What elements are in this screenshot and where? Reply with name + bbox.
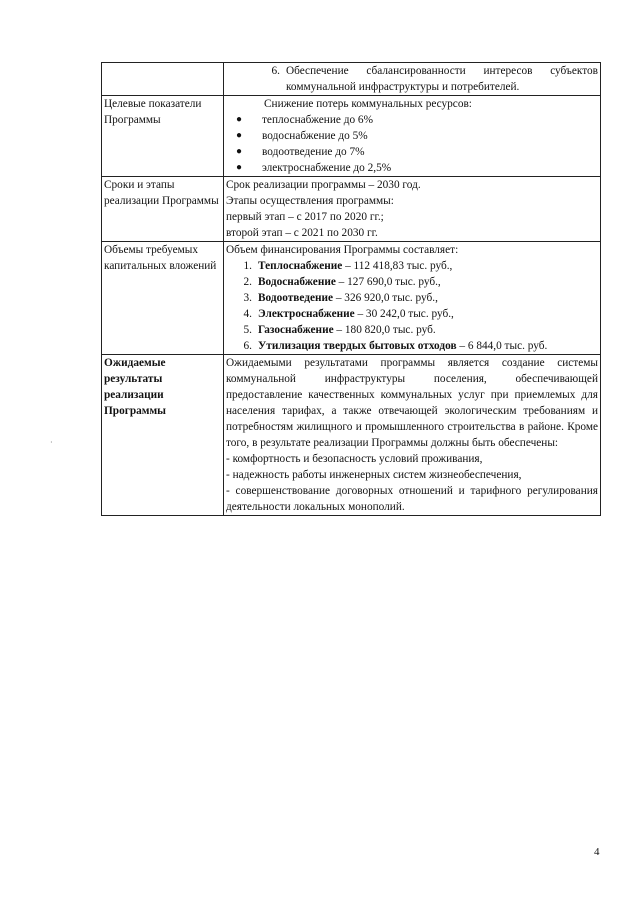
bullet-text: теплоснабжение до 6%: [262, 114, 373, 126]
table-row: [102, 177, 601, 242]
list-item: [226, 322, 598, 338]
row-content: [224, 242, 601, 355]
row-content: [224, 96, 601, 177]
list-item: [226, 338, 598, 354]
item-amount: – 6 844,0 тыс. руб.: [456, 340, 548, 352]
list-item: [226, 144, 598, 160]
page-number: 4: [594, 846, 600, 858]
bullet-icon: ●: [236, 162, 243, 173]
item-amount: – 326 920,0 тыс. руб.,: [333, 292, 438, 304]
item-name: Теплоснабжение: [258, 260, 343, 272]
row-content: [224, 355, 601, 516]
item-text: Обеспечение сбалансированности интересов субъектов коммунальной инфраструктуры и потребителей.: [286, 65, 598, 93]
list-item: [226, 128, 598, 144]
intro-text: Объем финансирования Программы составляет:: [226, 244, 459, 256]
numbered-item: [226, 63, 598, 95]
list-item: [226, 258, 598, 274]
item-name: Газоснабжение: [258, 324, 334, 336]
table-row: [102, 242, 601, 355]
item-name: Утилизация твердых бытовых отходов: [258, 340, 457, 352]
bullet-text: электроснабжение до 2,5%: [262, 162, 392, 174]
scan-speck: ·: [50, 438, 53, 447]
item-amount: – 180 820,0 тыс. руб.: [333, 324, 436, 336]
item-amount: – 30 242,0 тыс. руб.,: [354, 308, 454, 320]
text-line: Этапы осуществления программы:: [226, 195, 394, 207]
item-number: 4.: [243, 308, 252, 320]
bullet-icon: ●: [236, 130, 243, 141]
intro-text: Снижение потерь коммунальных ресурсов:: [264, 98, 472, 110]
list-item: [226, 274, 598, 290]
list-item: [226, 290, 598, 306]
text-line: первый этап – с 2017 по 2020 гг.;: [226, 211, 384, 223]
table-row: [102, 63, 601, 96]
item-name: Водоснабжение: [258, 276, 336, 288]
table-row: [102, 96, 601, 177]
list-item: [226, 112, 598, 128]
item-name: Водоотведение: [258, 292, 333, 304]
bullet-text: водоотведение до 7%: [262, 146, 365, 158]
row-content: [224, 63, 601, 96]
text-line: Срок реализации программы – 2030 год.: [226, 179, 421, 191]
row-label: Объемы требуемых капитальных вложений: [102, 242, 224, 355]
passport-table: [101, 62, 601, 516]
text-line: - комфортность и безопасность условий проживания,: [226, 453, 483, 465]
item-name: Электроснабжение: [258, 308, 355, 320]
item-number: 1.: [243, 260, 252, 272]
text-line: второй этап – с 2021 по 2030 гг.: [226, 227, 378, 239]
item-number: 3.: [243, 292, 252, 304]
item-number: 6.: [243, 340, 252, 352]
item-number: 5.: [243, 324, 252, 336]
item-number: 2.: [243, 276, 252, 288]
bullet-icon: ●: [236, 146, 243, 157]
row-label: Сроки и этапы реализации Программы: [102, 177, 224, 242]
row-content: [224, 177, 601, 242]
bullet-icon: ●: [236, 114, 243, 125]
row-label: Целевые показатели Программы: [102, 96, 224, 177]
item-number: 6.: [271, 65, 280, 77]
row-label: Ожидаемые результаты реализации Программы: [102, 355, 224, 516]
item-amount: – 112 418,83 тыс. руб.,: [342, 260, 453, 272]
bullet-text: водоснабжение до 5%: [262, 130, 368, 142]
table-row: [102, 355, 601, 516]
list-item: [226, 306, 598, 322]
list-item: [226, 160, 598, 176]
text-line: - надежность работы инженерных систем жизнеобеспечения,: [226, 469, 522, 481]
results-paragraph: Ожидаемыми результатами программы является создание системы коммунальной инфраструктуры поселения, обеспечивающей предоставление качественных коммунальных услуг при приемлемых для населения тарифах, а также отвечающей экологическим требованиям и потребностям жилищного и промышленного строительства в районе. Кроме того, в результате реализации Программы должны быть обеспечены:: [226, 357, 598, 449]
text-line: - совершенствование договорных отношений и тарифного регулирования деятельности локальных монополий.: [226, 485, 598, 513]
row-label: [102, 63, 224, 96]
item-amount: – 127 690,0 тыс. руб.,: [335, 276, 441, 288]
